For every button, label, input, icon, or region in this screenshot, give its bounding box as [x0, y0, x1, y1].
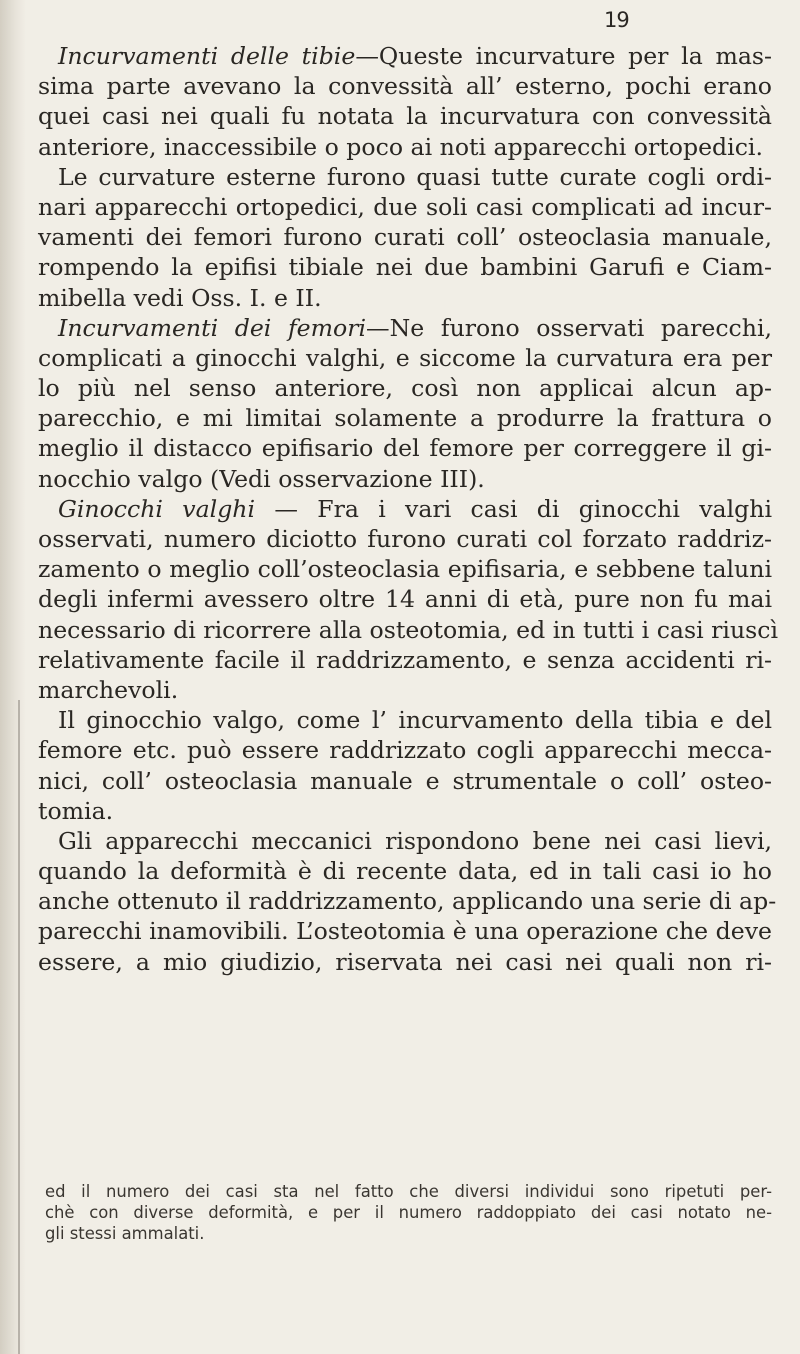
footnote-line: gli stessi ammalati. — [45, 1224, 205, 1244]
paragraph-line: rompendo la epifisi tibiale nei due bambini Garufi e Ciam- — [38, 253, 772, 282]
paragraph-line: essere, a mio giudizio, riservata nei casi nei quali non ri- — [38, 947, 772, 976]
page-number: 19 — [604, 8, 629, 32]
paragraph-line: nici, coll’ osteoclasia manuale e strumentale o coll’ osteo- — [38, 766, 772, 795]
paragraph-line: necessario di ricorrere alla osteotomia, ed in tutti i casi riuscì — [38, 615, 779, 644]
paragraph-line: zamento o meglio coll’osteoclasia epifisaria, e sebbene taluni — [38, 555, 772, 584]
paragraph-line: parecchi inamovibili. L’osteotomia è una operazione che deve — [38, 917, 772, 946]
paragraph-line: vamenti dei femori furono curati coll’ osteoclasia manuale, — [38, 223, 772, 252]
paragraph-line: Ginocchi valghi — Fra i vari casi di ginocchi valghi — [58, 494, 772, 523]
section-heading-ginocchi: Ginocchi valghi — [58, 494, 256, 523]
paragraph-line: femore etc. può essere raddrizzato cogli apparecchi mecca- — [38, 736, 772, 765]
paragraph-line: quei casi nei quali fu notata la incurvatura con convessità — [38, 102, 772, 131]
paragraph-line: Incurvamenti dei femori—Ne furono osservati parecchi, — [58, 313, 772, 342]
section-heading-tibie: Incurvamenti delle tibie — [58, 42, 356, 70]
page-gutter-shadow — [0, 0, 26, 1354]
paragraph-line: degli infermi avessero oltre 14 anni di età, pure non fu mai — [38, 585, 772, 614]
paragraph-line: sima parte avevano la convessità all’ esterno, pochi erano — [38, 72, 772, 101]
footnote-line: chè con diverse deformità, e per il numero raddoppiato dei casi notato ne- — [45, 1203, 772, 1223]
paragraph-line: quando la deformità è di recente data, ed in tali casi io ho — [38, 857, 772, 886]
paragraph-line: lo più nel senso anteriore, così non applicai alcun ap- — [38, 374, 772, 403]
paragraph-line: Incurvamenti delle tibie—Queste incurvature per la mas- — [58, 42, 772, 70]
paragraph-line: Le curvature esterne furono quasi tutte curate cogli ordi- — [58, 162, 772, 191]
paragraph-line: meglio il distacco epifisario del femore per correggere il gi- — [38, 434, 772, 463]
body-text — [38, 41, 779, 977]
section-heading-femori: Incurvamenti dei femori — [58, 313, 367, 342]
paragraph-line: tomia. — [38, 796, 114, 825]
paragraph-line: anteriore, inaccessibile o poco ai noti apparecchi ortopedici. — [38, 132, 763, 161]
footnote-line: ed il numero dei casi sta nel fatto che diversi individui sono ripetuti per- — [45, 1182, 772, 1201]
paragraph-line: nari apparecchi ortopedici, due soli casi complicati ad incur- — [38, 192, 772, 221]
paragraph-line: Il ginocchio valgo, come l’ incurvamento della tibia e del — [58, 706, 772, 735]
paragraph-line: nocchio valgo (Vedi osservazione III). — [38, 464, 485, 493]
gutter-edge-line — [18, 700, 20, 1354]
paragraph-line: relativamente facile il raddrizzamento, e senza accidenti ri- — [38, 645, 772, 674]
footnote — [45, 1181, 772, 1245]
paragraph-line: marchevoli. — [38, 675, 179, 704]
paragraph-line: mibella vedi Oss. I. e II. — [38, 283, 322, 312]
paragraph-line: Gli apparecchi meccanici rispondono bene nei casi lievi, — [58, 826, 772, 855]
paragraph-line: complicati a ginocchi valghi, e siccome la curvatura era per — [38, 343, 772, 372]
paragraph-line: parecchio, e mi limitai solamente a produrre la frattura o — [38, 404, 772, 433]
paragraph-line: osservati, numero diciotto furono curati col forzato raddriz- — [38, 525, 772, 553]
paragraph-line: anche ottenuto il raddrizzamento, applicando una serie di ap- — [38, 887, 777, 916]
